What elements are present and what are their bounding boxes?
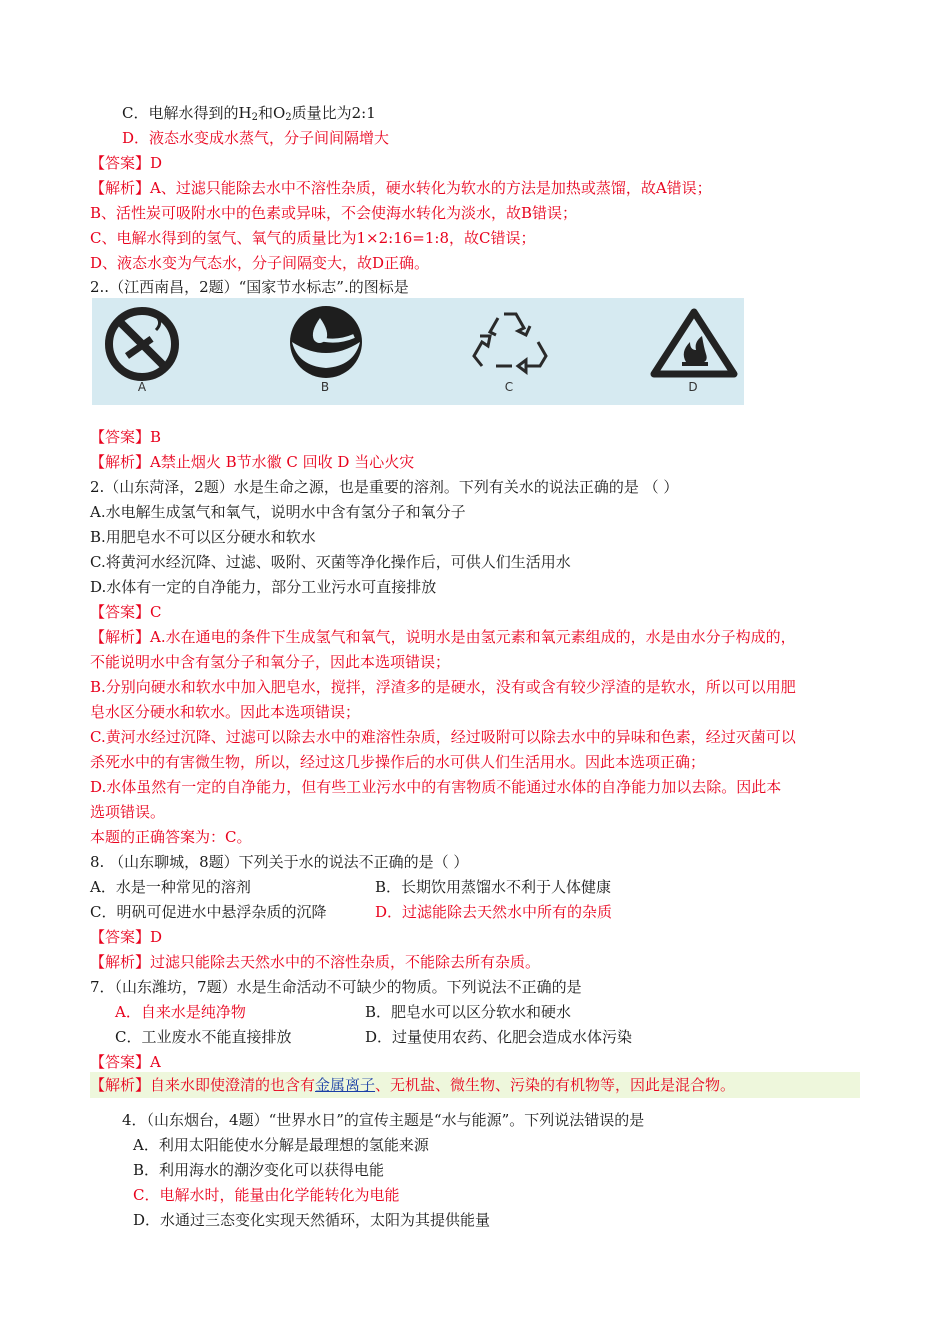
q2b-analysis-2a: B.分别向硬水和软水中加入肥皂水，搅拌，浮渣多的是硬水，没有或含有较少浮渣的是软水，所以可以用肥: [90, 678, 796, 696]
q4-option-b: B．利用海水的潮汐变化可以获得电能: [133, 1161, 385, 1179]
q7-option-c: C．工业废水不能直接排放: [115, 1028, 292, 1046]
q8-option-b: B．长期饮用蒸馏水不利于人体健康: [375, 878, 612, 896]
q7-question: 7．（山东潍坊，7题）水是生命活动不可缺少的物质。下列说法不正确的是: [90, 978, 582, 996]
q2b-analysis-2b: 皂水区分硬水和软水。因此本选项错误；: [90, 703, 361, 721]
q8-answer: 【答案】D: [90, 928, 163, 946]
symbol-options-image: [92, 298, 744, 405]
q2a-analysis: 【解析】A禁止烟火 B节水徽 C 回收 D 当心火灾: [90, 453, 415, 471]
metal-ion-link[interactable]: 金属离子: [315, 1076, 376, 1094]
q8-option-d: D．过滤能除去天然水中所有的杂质: [375, 903, 613, 921]
q7-answer: 【答案】A: [90, 1053, 161, 1071]
q2b-analysis-4a: D.水体虽然有一定的自净能力，但有些工业污水中的有害物质不能通过水体的自净能力加以去除。因此本: [90, 778, 782, 796]
q2a-answer: 【答案】B: [90, 428, 162, 446]
q8-option-c: C．明矾可促进水中悬浮杂质的沉降: [90, 903, 327, 921]
q8-option-a: A．水是一种常见的溶剂: [90, 878, 251, 896]
q2b-question: 2.（山东菏泽，2题）水是生命之源，也是重要的溶剂。下列有关水的说法正确的是 （ ）: [90, 478, 679, 496]
q2b-analysis-3a: C.黄河水经过沉降、过滤可以除去水中的难溶性杂质，经过吸附可以除去水中的异味和色素，经过灭菌可以: [90, 728, 796, 746]
q2b-option-b: B.用肥皂水不可以区分硬水和软水: [90, 528, 316, 546]
q1-analysis-2: B、活性炭可吸附水中的色素或异味，不会使海水转化为淡水，故B错误；: [90, 204, 578, 222]
q4-option-a: A．利用太阳能使水分解是最理想的氢能来源: [133, 1136, 429, 1154]
q2b-answer: 【答案】C: [90, 603, 162, 621]
q1-analysis-1: 【解析】A、过滤只能除去水中不溶性杂质，硬水转化为软水的方法是加热或蒸馏，故A错误；: [90, 179, 712, 197]
q2b-analysis-4b: 选项错误。: [90, 803, 166, 821]
symbol-label-a: A: [137, 380, 147, 394]
symbol-label-b: B: [320, 380, 330, 394]
q4-option-c: C．电解水时，能量由化学能转化为电能: [133, 1186, 400, 1204]
q7-option-d: D．过量使用农药、化肥会造成水体污染: [365, 1028, 633, 1046]
q7-option-b: B．肥皂水可以区分软水和硬水: [365, 1003, 572, 1021]
q2b-option-c: C.将黄河水经沉降、过滤、吸附、灭菌等净化操作后，可供人们生活用水: [90, 553, 571, 571]
q7-analysis: 【解析】自来水即使澄清的也含有金属离子、无机盐、微生物、污染的有机物等，因此是混合物。: [90, 1072, 860, 1098]
q2b-analysis-3b: 杀死水中的有害微生物，所以，经过这几步操作后的水可供人们生活用水。因此本选项正确；: [90, 753, 706, 771]
q1-option-c: C．电解水得到的$H_2$和$O_2$质量比为2:1: [122, 104, 376, 123]
q8-question: 8. （山东聊城，8题）下列关于水的说法不正确的是（ ）: [90, 853, 469, 871]
q1-analysis-4: D、液态水变为气态水，分子间隔变大，故D正确。: [90, 254, 430, 272]
q8-analysis: 【解析】过滤只能除去天然水中的不溶性杂质，不能除去所有杂质。: [90, 953, 541, 971]
q7-option-a: A．自来水是纯净物: [115, 1003, 246, 1021]
q1-answer: 【答案】D: [90, 154, 163, 172]
q2b-conclusion: 本题的正确答案为：C。: [90, 828, 252, 846]
q2b-option-a: A.水电解生成氢气和氧气，说明水中含有氢分子和氧分子: [90, 503, 466, 521]
q4-question: 4．（山东烟台，4题）“世界水日”的宣传主题是“水与能源”。下列说法错误的是: [122, 1111, 645, 1129]
q2a-question: 2..（江西南昌，2题）“国家节水标志”.的图标是: [90, 278, 409, 296]
q4-option-d: D．水通过三态变化实现天然循环，太阳为其提供能量: [133, 1211, 491, 1229]
q2b-analysis-1b: 不能说明水中含有氢分子和氧分子，因此本选项错误；: [90, 653, 451, 671]
q2b-option-d: D.水体有一定的自净能力，部分工业污水可直接排放: [90, 578, 437, 596]
q1-option-d: D．液态水变成水蒸气，分子间间隔增大: [122, 129, 390, 147]
symbol-label-d: D: [688, 380, 698, 394]
q1-analysis-3: C、电解水得到的氢气、氧气的质量比为1×2:16=1:8，故C错误；: [90, 229, 536, 247]
q2b-analysis-1a: 【解析】A.水在通电的条件下生成氢气和氧气，说明水是由氢元素和氧元素组成的，水是由水分子构成的，: [90, 628, 796, 646]
symbol-label-c: C: [504, 380, 514, 394]
